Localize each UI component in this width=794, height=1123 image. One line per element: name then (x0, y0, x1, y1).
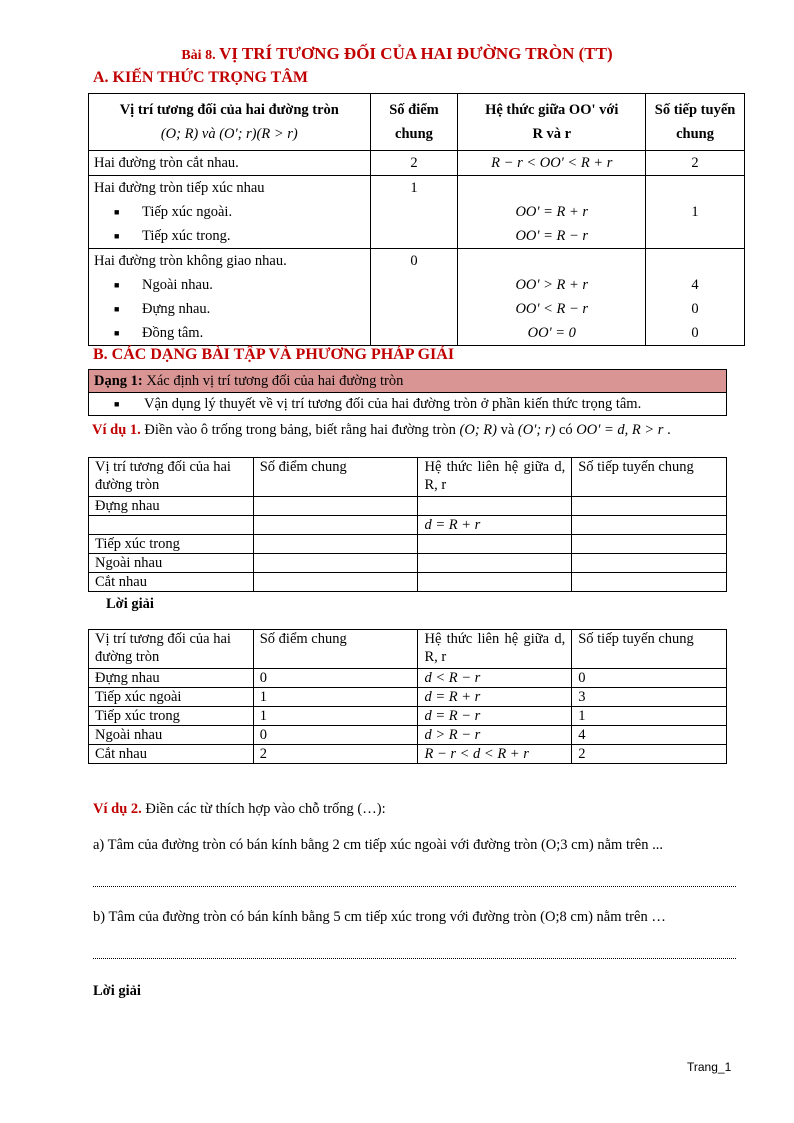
example1-text: . (663, 422, 671, 438)
cell-tangents (646, 249, 745, 346)
title-main: VỊ TRÍ TƯƠNG ĐỐI CỦA HAI ĐƯỜNG TRÒN (TT) (219, 44, 613, 63)
table-cell: 1 (253, 707, 418, 726)
dang1-box (88, 369, 727, 416)
table-cell: R − r < d < R + r (418, 745, 572, 764)
page-title (0, 44, 794, 64)
example1-text: và (496, 422, 518, 438)
header-cell: Số điểm chung (253, 630, 418, 669)
table-cell (253, 554, 418, 573)
cell-position-title: Hai đường tròn không giao nhau. (94, 253, 287, 269)
list-item: ■ Đựng nhau. (94, 297, 365, 321)
table-cell: Cắt nhau (89, 745, 254, 764)
header-tangents-label: Số tiếp tuyến chung (654, 102, 736, 142)
table-header (89, 458, 727, 497)
dang1-text: Xác định vị trí tương đối của hai đường tròn (142, 373, 404, 389)
answer-line-a[interactable] (93, 886, 736, 887)
table-cell: 1 (253, 688, 418, 707)
table-row (89, 516, 727, 535)
solution-heading-2: Lời giải (93, 983, 141, 999)
table-row (89, 745, 727, 764)
example1-text: có (555, 422, 577, 438)
page-number: Trang_1 (687, 1060, 732, 1074)
table-cell: d = R − r (418, 707, 572, 726)
table-cell (253, 516, 418, 535)
dang1-header (89, 370, 727, 393)
cell-points: 2 (370, 151, 458, 176)
table-row (89, 669, 727, 688)
header-points (370, 94, 458, 151)
cell-position (89, 176, 371, 249)
header-relation (458, 94, 646, 151)
table-cell: Đựng nhau (89, 497, 254, 516)
header-cell: Vị trí tương đối của hai đường tròn (89, 458, 254, 497)
table-cell (253, 573, 418, 592)
table-cell: Đựng nhau (89, 669, 254, 688)
list-item: ■ Vận dụng lý thuyết về vị trí tương đối của hai đường tròn ở phần kiến thức trọng tâm. (94, 393, 721, 415)
table-cell: Tiếp xúc trong (89, 707, 254, 726)
theory-table (88, 93, 745, 346)
exercise-table (88, 457, 727, 592)
table-row (89, 497, 727, 516)
table-cell: Cắt nhau (89, 573, 254, 592)
cell-relation: R − r < OO' < R + r (458, 151, 646, 176)
table-cell (418, 497, 572, 516)
table-cell (418, 573, 572, 592)
table-cell: 0 (253, 669, 418, 688)
cell-position (89, 249, 371, 346)
table-cell: Tiếp xúc trong (89, 535, 254, 554)
question-a: a) Tâm của đường tròn có bán kính bằng 2 cm tiếp xúc ngoài với đường tròn (O;3 cm) nằm trên ... (93, 837, 663, 853)
table-row (89, 707, 727, 726)
dang1-label: Dạng 1: (94, 373, 143, 389)
list-item: ■ Đồng tâm. (94, 321, 365, 345)
math-expr: (O; R) (459, 422, 497, 438)
header-cell: Hệ thức liên hệ giữa d, R, r (418, 458, 572, 497)
section-b-heading: B. CÁC DẠNG BÀI TẬP VÀ PHƯƠNG PHÁP GIẢI (93, 346, 455, 363)
table-cell (572, 535, 727, 554)
list-item: ■ Tiếp xúc trong. (94, 224, 365, 248)
table-cell: Ngoài nhau (89, 554, 254, 573)
table-row (89, 535, 727, 554)
example1-label: Ví dụ 1. (92, 422, 141, 438)
example2-text: Điền các từ thích hợp vào chỗ trống (…): (141, 801, 386, 817)
header-cell: Vị trí tương đối của hai đường tròn (89, 630, 254, 669)
cell-position: Hai đường tròn cắt nhau. (89, 151, 371, 176)
cell-relation (458, 176, 646, 249)
table-row (89, 249, 745, 346)
theory-table-header (89, 94, 745, 151)
relation-line: OO' = R + r (515, 204, 589, 220)
header-cell: Số điểm chung (253, 458, 418, 497)
header-relation-line2: R và r (532, 126, 572, 142)
table-cell: 1 (572, 707, 727, 726)
solution-table (88, 629, 727, 764)
table-cell: d = R + r (418, 688, 572, 707)
tangents-value: 1 (691, 204, 699, 220)
list-item: ■ Tiếp xúc ngoài. (94, 200, 365, 224)
relation-line: OO' > R + r (515, 277, 589, 293)
table-cell: 0 (572, 669, 727, 688)
header-cell: Số tiếp tuyến chung (572, 630, 727, 669)
header-cell: Số tiếp tuyến chung (572, 458, 727, 497)
table-cell: d < R − r (418, 669, 572, 688)
table-cell: 3 (572, 688, 727, 707)
cell-tangents: 2 (646, 151, 745, 176)
table-row (89, 151, 745, 176)
table-cell: 4 (572, 726, 727, 745)
dang1-method (89, 393, 727, 416)
header-position-line1: Vị trí tương đối của hai đường tròn (119, 102, 339, 118)
question-b: b) Tâm của đường tròn có bán kính bằng 5 cm tiếp xúc trong với đường tròn (O;8 cm) nằm trên … (93, 909, 666, 925)
header-cell: Hệ thức liên hệ giữa d, R, r (418, 630, 572, 669)
table-cell (572, 573, 727, 592)
cell-relation (458, 249, 646, 346)
table-cell: Tiếp xúc ngoài (89, 688, 254, 707)
table-cell: 0 (253, 726, 418, 745)
answer-line-b[interactable] (93, 958, 736, 959)
table-header (89, 630, 727, 669)
table-cell (572, 497, 727, 516)
relation-line: OO' = R − r (515, 228, 589, 244)
cell-points: 1 (370, 176, 458, 249)
table-row (89, 573, 727, 592)
header-points-label: Số điểm chung (389, 102, 439, 142)
section-a-heading: A. KIẾN THỨC TRỌNG TÂM (93, 69, 308, 86)
table-cell (418, 554, 572, 573)
relation-line: OO' = 0 (527, 325, 576, 341)
title-prefix: Bài 8. (181, 48, 220, 63)
table-cell: 2 (572, 745, 727, 764)
tangents-value: 0 (691, 325, 699, 341)
example2-label: Ví dụ 2. (93, 801, 142, 817)
table-cell (253, 497, 418, 516)
table-cell (253, 535, 418, 554)
table-cell (572, 516, 727, 535)
example2-statement (93, 801, 386, 818)
example1-text: Điền vào ô trống trong bảng, biết rằng hai đường tròn (140, 422, 460, 438)
math-expr: (O′; r) (517, 422, 556, 438)
cell-position-title: Hai đường tròn tiếp xúc nhau (94, 180, 265, 196)
table-cell (418, 535, 572, 554)
table-row (89, 688, 727, 707)
table-cell: d > R − r (418, 726, 572, 745)
tangents-value: 0 (691, 301, 699, 317)
header-tangents (646, 94, 745, 151)
table-cell: Ngoài nhau (89, 726, 254, 745)
math-expr: OO′ = d, R > r (576, 422, 664, 438)
example1-statement (92, 422, 671, 439)
table-cell (572, 554, 727, 573)
table-cell: 2 (253, 745, 418, 764)
header-position (89, 94, 371, 151)
tangents-value: 4 (691, 277, 699, 293)
table-cell (89, 516, 254, 535)
table-row (89, 176, 745, 249)
table-cell: d = R + r (418, 516, 572, 535)
header-position-line2: (O; R) và (O'; r)(R > r) (160, 126, 298, 142)
table-row (89, 554, 727, 573)
cell-points: 0 (370, 249, 458, 346)
list-item: ■ Ngoài nhau. (94, 273, 365, 297)
solution-heading: Lời giải (106, 596, 154, 612)
cell-tangents (646, 176, 745, 249)
table-row (89, 726, 727, 745)
relation-line: OO' < R − r (515, 301, 589, 317)
header-relation-line1: Hệ thức giữa OO' với (485, 102, 619, 118)
